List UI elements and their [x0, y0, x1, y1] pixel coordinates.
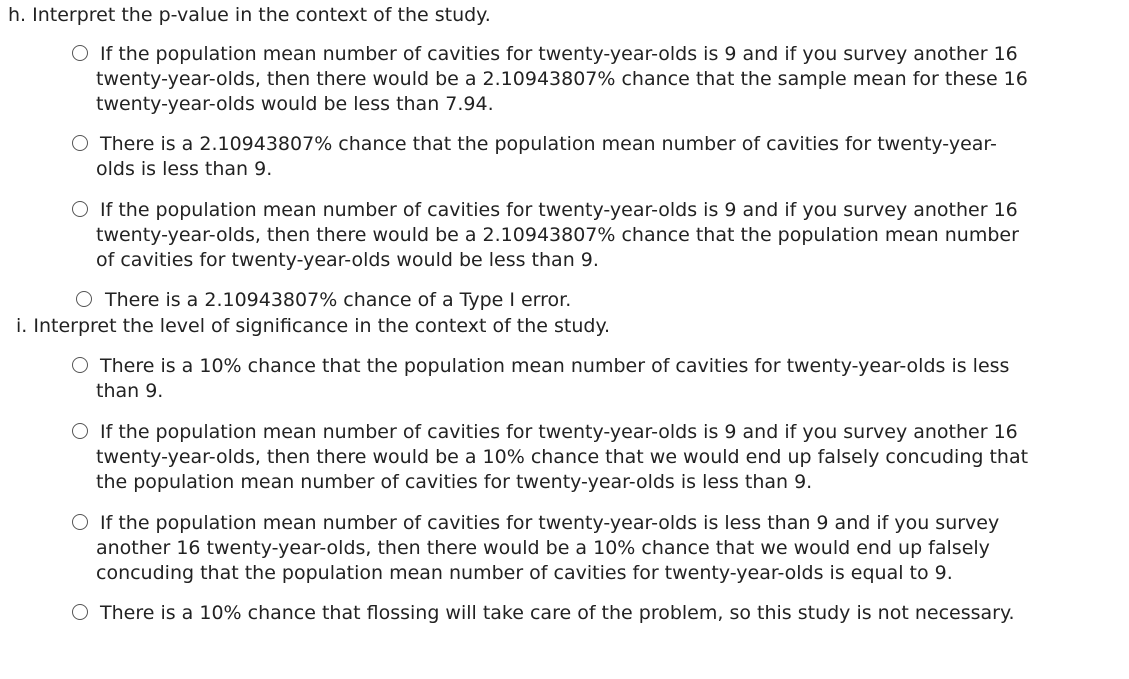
radio-button[interactable] — [72, 604, 88, 620]
option-i-3[interactable] — [72, 511, 1032, 586]
option-text: If the population mean number of cavities for twenty-year-olds is 9 and if you survey another 16 twenty-year-olds, then there would be a 2.10943807% chance that the sample mean for these 16 twenty-year-olds would be less than 7.94. — [96, 43, 1028, 115]
radio-button[interactable] — [72, 514, 88, 530]
option-text: There is a 2.10943807% chance that the population mean number of cavities for twenty-year-olds is less than 9. — [96, 133, 997, 180]
radio-button[interactable] — [72, 357, 88, 373]
option-text: There is a 10% chance that the population mean number of cavities for twenty-year-olds is less than 9. — [96, 355, 1010, 402]
radio-button[interactable] — [76, 291, 92, 307]
option-text: If the population mean number of cavities for twenty-year-olds is 9 and if you survey another 16 twenty-year-olds, then there would be a 2.10943807% chance that the population mean number of cavities for twenty-year-olds would be less than 9. — [96, 199, 1019, 271]
radio-button[interactable] — [72, 45, 88, 61]
option-i-2[interactable] — [72, 420, 1032, 495]
option-h-1[interactable] — [72, 42, 1032, 117]
option-h-2[interactable] — [72, 132, 1032, 182]
option-text: There is a 10% chance that flossing will take care of the problem, so this study is not necessary. — [100, 602, 1015, 624]
radio-button[interactable] — [72, 135, 88, 151]
option-text: If the population mean number of cavities for twenty-year-olds is 9 and if you survey another 16 twenty-year-olds, then there would be a 10% chance that we would end up falsely concuding that the population mean number of cavities for twenty-year-olds is less than 9. — [96, 421, 1029, 493]
option-i-1[interactable] — [72, 354, 1032, 404]
option-i-4[interactable] — [72, 601, 1032, 626]
option-h-4[interactable] — [72, 288, 1032, 313]
radio-button[interactable] — [72, 423, 88, 439]
question-h-title: h. Interpret the p-value in the context of the study. — [8, 4, 491, 26]
question-i-title: i. Interpret the level of significance in the context of the study. — [16, 315, 611, 337]
option-text: There is a 2.10943807% chance of a Type I error. — [105, 289, 572, 311]
option-h-3[interactable] — [72, 198, 1032, 273]
radio-button[interactable] — [72, 201, 88, 217]
option-text: If the population mean number of cavities for twenty-year-olds is less than 9 and if you survey another 16 twenty-year-olds, then there would be a 10% chance that we would end up falsely concuding that the population mean number of cavities for twenty-year-olds is equal to 9. — [96, 512, 1000, 584]
